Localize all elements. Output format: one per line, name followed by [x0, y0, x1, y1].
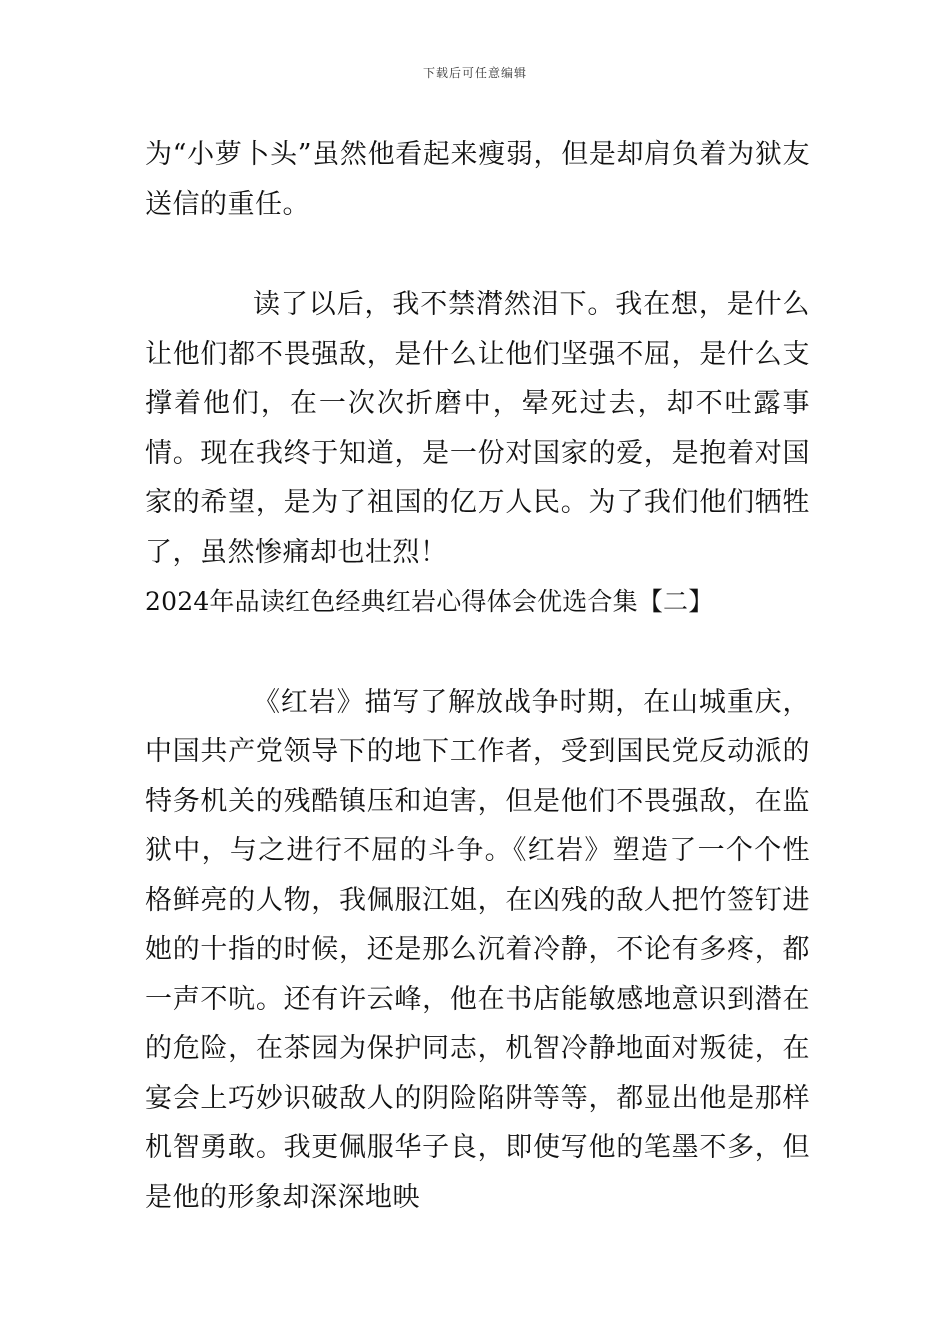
- paragraph-hongyan-summary: 《红岩》描写了解放战争时期，在山城重庆，中国共产党领导下的地下工作者，受到国民党反动派的特务机关的残酷镇压和迫害，但是他们不畏强敌，在监狱中，与之进行不屈的斗争。《红岩》塑造了一个个性格鲜亮的人物，我佩服江姐，在凶残的敌人把竹签钉进她的十指的时候，还是那么沉着冷静，不论有多疼，都一声不吭。还有许云峰，他在书店能敏感地意识到潜在的危险，在茶园为保护同志，机智冷静地面对叛徒，在宴会上巧妙识破敌人的阴险陷阱等等，都显出他是那样机智勇敢。我更佩服华子良，即使写他的笔墨不多，但是他的形象却深深地映: [145, 686, 810, 1213]
- page-header: 下载后可任意编辑: [422, 66, 527, 80]
- paragraph-continuation: 为“小萝卜头”虽然他看起来瘦弱，但是却肩负着为狱友送信的重任。: [145, 139, 810, 220]
- document-body: [145, 130, 810, 1222]
- section-heading: 2024年品读红色经典红岩心得体会优选合集【二】: [145, 587, 714, 616]
- paragraph-reflection: 读了以后，我不禁潸然泪下。我在想，是什么让他们都不畏强敌，是什么让他们坚强不屈，是什么支撑着他们，在一次次折磨中，晕死过去，却不吐露事情。现在我终于知道，是一份对国家的爱，是抱着对国家的希望，是为了祖国的亿万人民。为了我们他们牺牲了，虽然惨痛却也壮烈！: [145, 289, 810, 568]
